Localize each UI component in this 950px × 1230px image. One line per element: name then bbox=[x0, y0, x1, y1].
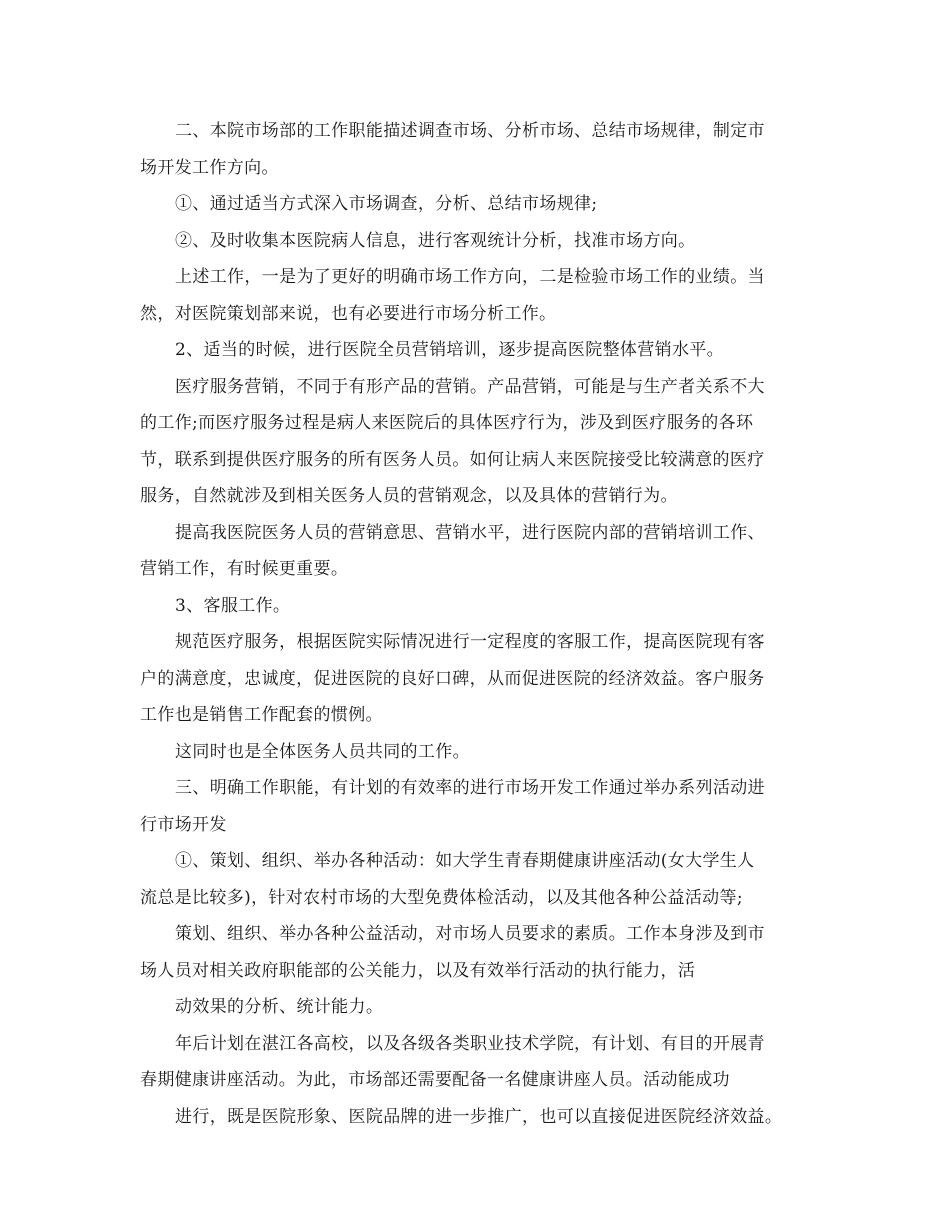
text-line: 场人员对相关政府职能部的公关能力，以及有效举行活动的执行能力，活 bbox=[140, 960, 696, 981]
text-line: 进行，既是医院形象、医院品牌的进一步推广，也可以直接促进医院经济效益。 bbox=[175, 1106, 783, 1127]
text-line: 规范医疗服务，根据医院实际情况进行一定程度的客服工作，提高医院现有客 bbox=[175, 632, 765, 652]
text-line: 户的满意度，忠诚度，促进医院的良好口碑，从而促进医院的经济效益。客户服务 bbox=[140, 668, 765, 689]
text-line: 上述工作，一是为了更好的明确市场工作方向，二是检验市场工作的业绩。当 bbox=[175, 267, 765, 287]
text-line: 提高我医院医务人员的营销意思、营销水平，进行医院内部的营销培训工作、 bbox=[175, 522, 765, 543]
text-line: 流总是比较多)，针对农村市场的大型免费体检活动，以及其他各种公益活动等; bbox=[140, 887, 743, 908]
text-line: 营销工作，有时候更重要。 bbox=[140, 559, 349, 579]
text-line: 二、本院市场部的工作职能描述调查市场、分析市场、总结市场规律，制定市 bbox=[175, 121, 765, 141]
text-line: 然，对医院策划部来说，也有必要进行市场分析工作。 bbox=[140, 303, 557, 324]
text-line: ①、通过适当方式深入市场调查，分析、总结市场规律; bbox=[175, 194, 598, 214]
text-line: 这同时也是全体医务人员共同的工作。 bbox=[175, 741, 470, 762]
text-line: 春期健康讲座活动。为此，市场部还需要配备一名健康讲座人员。活动能成功 bbox=[140, 1070, 730, 1090]
text-line: 2、适当的时候，进行医院全员营销培训，逐步提高医院整体营销水平。 bbox=[175, 340, 725, 360]
text-line: 服务，自然就涉及到相关医务人员的营销观念，以及具体的营销行为。 bbox=[140, 486, 678, 506]
text-line: 动效果的分析、统计能力。 bbox=[175, 997, 384, 1017]
text-line: 场开发工作方向。 bbox=[140, 157, 279, 178]
text-line: 行市场开发 bbox=[140, 814, 227, 835]
text-line: ②、及时收集本医院病人信息，进行客观统计分析，找准市场方向。 bbox=[175, 230, 696, 251]
text-line: ①、策划、组织、举办各种活动：如大学生青春期健康讲座活动(女大学生人 bbox=[175, 851, 755, 871]
text-line: 工作也是销售工作配套的惯例。 bbox=[140, 705, 383, 725]
document-body bbox=[140, 113, 822, 1135]
text-line: 策划、组织、举办各种公益活动，对市场人员要求的素质。工作本身涉及到市 bbox=[175, 924, 765, 944]
text-line: 医疗服务营销，不同于有形产品的营销。产品营销，可能是与生产者关系不大 bbox=[175, 376, 765, 397]
text-line: 年后计划在湛江各高校，以及各级各类职业技术学院，有计划、有目的开展青 bbox=[175, 1033, 765, 1054]
text-line: 3、客服工作。 bbox=[175, 595, 291, 616]
text-line: 的工作;而医疗服务过程是病人来医院后的具体医疗行为，涉及到医疗服务的各环 bbox=[140, 413, 754, 433]
text-line: 节，联系到提供医疗服务的所有医务人员。如何让病人来医院接受比较满意的医疗 bbox=[140, 449, 765, 470]
text-line: 三、明确工作职能，有计划的有效率的进行市场开发工作通过举办系列活动进 bbox=[175, 778, 765, 798]
